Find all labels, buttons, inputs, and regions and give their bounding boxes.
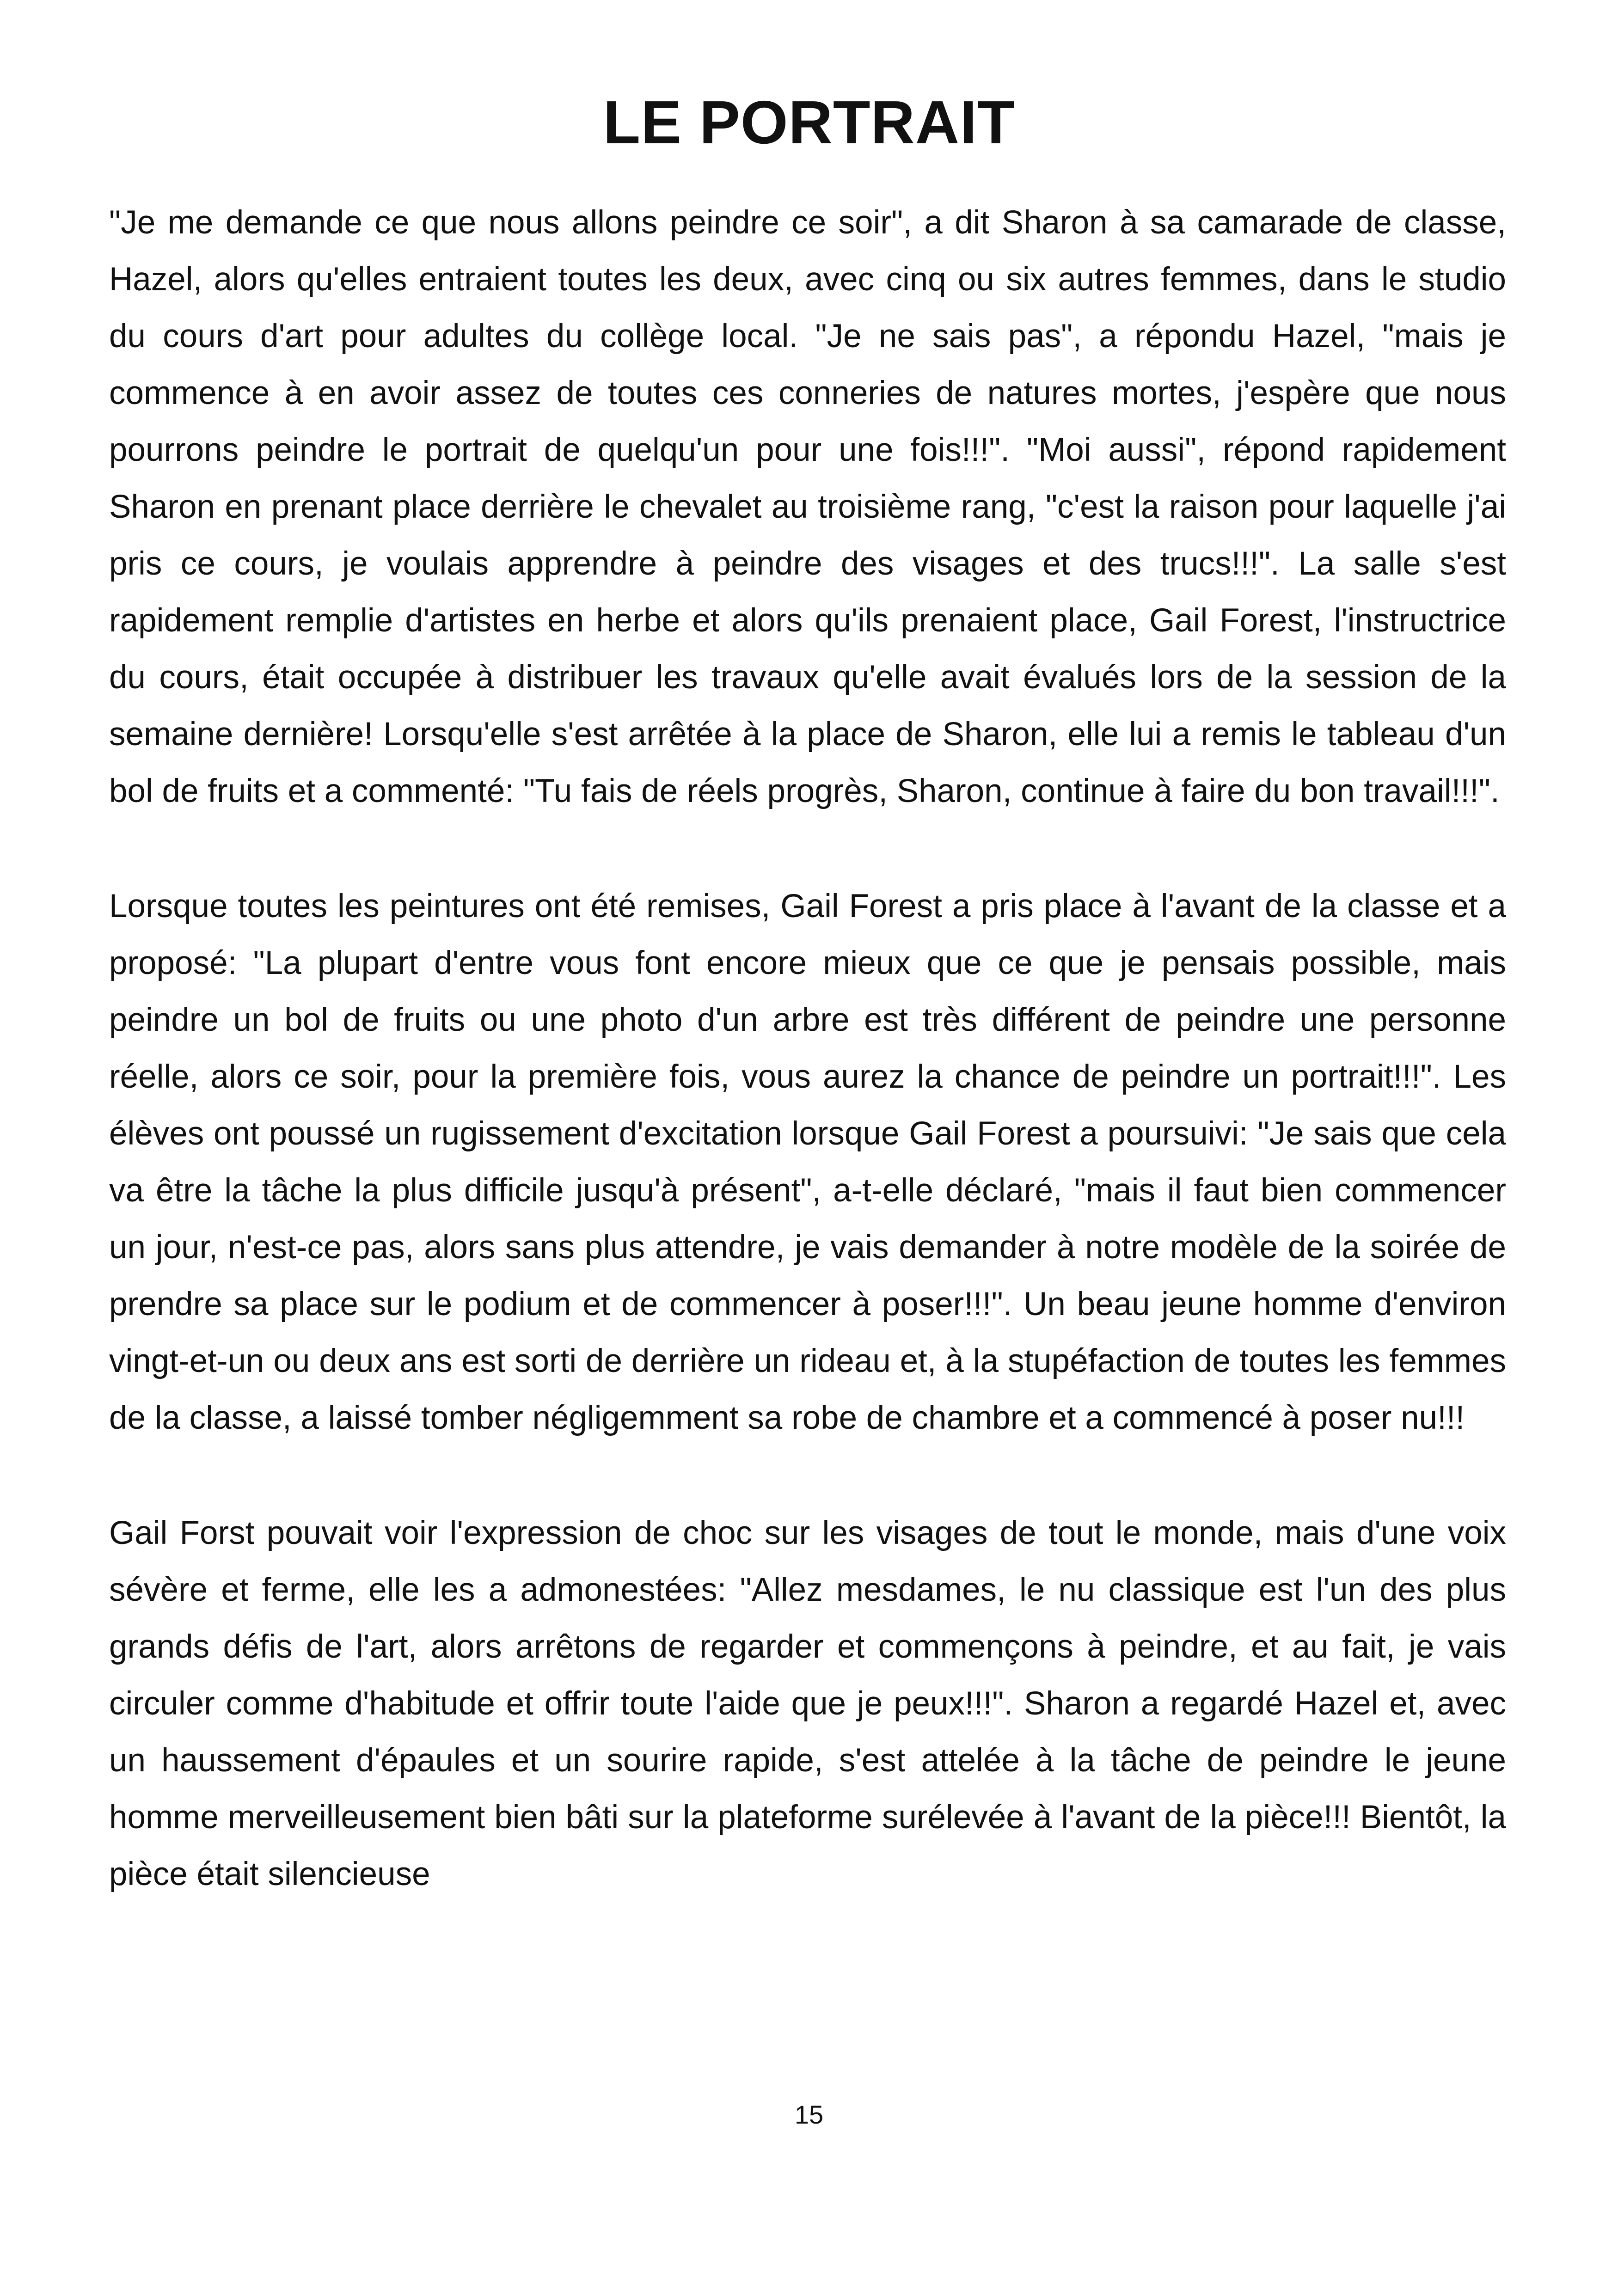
page-title: LE PORTRAIT bbox=[603, 88, 1015, 156]
paragraph-1: "Je me demande ce que nous allons peindre ce soir", a dit Sharon à sa camarade de classe, Hazel, alors qu'elles entraient toutes les deux, avec cinq ou six autres femmes, dans le studio du cours d'art pour adultes du collège local. "Je ne sais pas", a répondu Hazel, "mais je commence à en avoir assez de toutes ces conneries de natures mortes, j'espère que nous pourrons peindre le portrait de quelqu'un pour une fois!!!". "Moi aussi", répond rapidement Sharon en prenant place derrière le chevalet au troisième rang, "c'est la raison pour laquelle j'ai pris ce cours, je voulais apprendre à peindre des visages et des trucs!!!". La salle s'est rapidement remplie d'artistes en herbe et alors qu'ils prenaient place, Gail Forest, l'instructrice du cours, était occupée à distribuer les travaux qu'elle avait évalués lors de la session de la semaine dernière! Lorsqu'elle s'est arrêtée à la place de Sharon, elle lui a remis le tableau d'un bol de fruits et a commenté: "Tu fais de réels progrès, Sharon, continue à faire du bon travail!!!". bbox=[109, 204, 1506, 809]
paragraph-2: Lorsque toutes les peintures ont été remises, Gail Forest a pris place à l'avant de la classe et a proposé: "La plupart d'entre vous font encore mieux que ce que je pensais possible, mais peindre un bol de fruits ou une photo d'un arbre est très différent de peindre une personne réelle, alors ce soir, pour la première fois, vous aurez la chance de peindre un portrait!!!". Les élèves ont poussé un rugissement d'excitation lorsque Gail Forest a poursuivi: "Je sais que cela va être la tâche la plus difficile jusqu'à présent", a-t-elle déclaré, "mais il faut bien commencer un jour, n'est-ce pas, alors sans plus attendre, je vais demander à notre modèle de la soirée de prendre sa place sur le podium et de commencer à poser!!!". Un beau jeune homme d'environ vingt-et-un ou deux ans est sorti de derrière un rideau et, à la stupéfaction de toutes les femmes de la classe, a laissé tomber négligemment sa robe de chambre et a commencé à poser nu!!! bbox=[109, 888, 1506, 1436]
body-text bbox=[109, 194, 1506, 1961]
paragraph-3: Gail Forst pouvait voir l'expression de choc sur les visages de tout le monde, mais d'une voix sévère et ferme, elle les a admonestées: "Allez mesdames, le nu classique est l'un des plus grands défis de l'art, alors arrêtons de regarder et commençons à peindre, et au fait, je vais circuler comme d'habitude et offrir toute l'aide que je peux!!!". Sharon a regardé Hazel et, avec un haussement d'épaules et un sourire rapide, s'est attelée à la tâche de peindre le jeune homme merveilleusement bien bâti sur la plateforme surélevée à l'avant de la pièce!!! Bientôt, la pièce était silencieuse bbox=[109, 1515, 1506, 1892]
page-number: 15 bbox=[794, 2100, 824, 2129]
